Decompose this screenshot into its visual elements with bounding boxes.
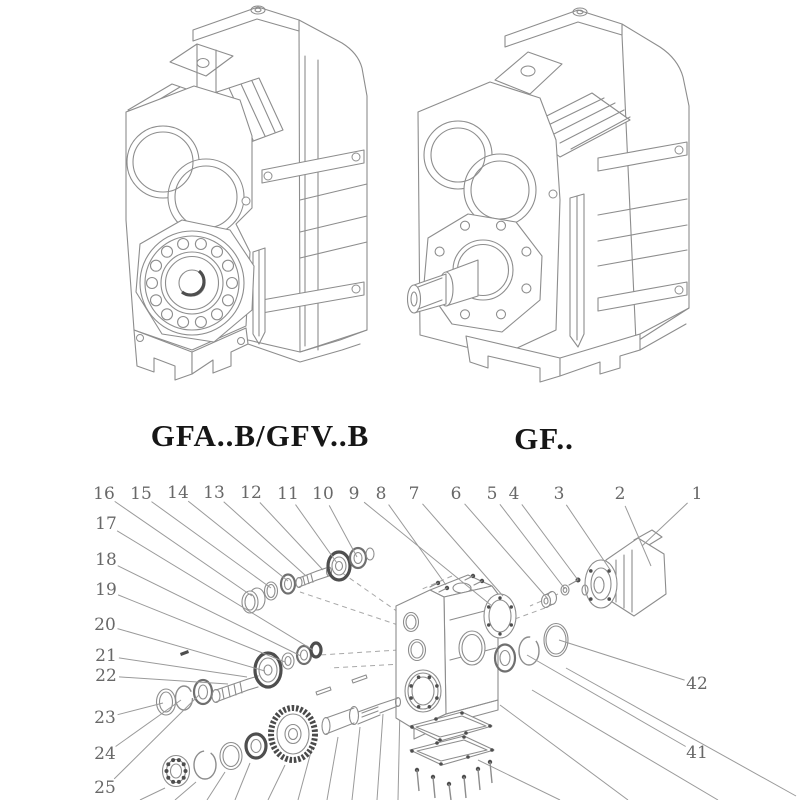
leader-line-22 (119, 677, 228, 684)
ball-bearing-balls (165, 758, 188, 784)
leader-line-12 (260, 503, 323, 571)
shaft-key (352, 675, 367, 683)
leader-line-18 (118, 566, 301, 656)
part-number-1: 1 (691, 484, 703, 504)
leader-line-14 (188, 501, 288, 581)
leader-line-11 (296, 505, 338, 563)
cover-bolts (415, 760, 492, 800)
leader-line-5 (500, 504, 565, 589)
model-label-right: GF.. (514, 421, 574, 456)
part-number-16: 16 (93, 484, 115, 504)
motor-fasteners (542, 578, 581, 608)
shaft-key (316, 687, 331, 695)
model-label-left: GFA..B/GFV..B (150, 418, 370, 453)
key (180, 650, 189, 656)
adapter-flange-ring (484, 594, 516, 638)
leader-line-1 (642, 503, 688, 546)
leader-line-15 (152, 502, 272, 588)
exploded-gasket-and-bolts (410, 711, 494, 800)
leader-line-25 (114, 695, 199, 779)
part-number-23: 23 (94, 708, 116, 728)
part-number-20: 20 (94, 615, 116, 635)
part-number-10: 10 (312, 484, 334, 504)
part-number-13: 13 (203, 483, 225, 503)
leader-line-23 (118, 703, 163, 715)
part-number-5: 5 (486, 484, 498, 504)
part-number-21: 21 (95, 646, 117, 666)
part-number-7: 7 (408, 484, 420, 504)
part-number-42: 42 (686, 674, 708, 694)
part-number-12: 12 (240, 483, 262, 503)
part-number-24: 24 (94, 744, 116, 764)
part-number-3: 3 (553, 484, 565, 504)
exploded-input-shaft-parts (242, 548, 374, 613)
part-number-22: 22 (95, 666, 117, 686)
part-number-8: 8 (375, 484, 387, 504)
exploded-housing (396, 575, 498, 739)
part-number-25: 25 (94, 778, 116, 798)
part-number-19: 19 (95, 580, 117, 600)
leader-line-16 (115, 501, 252, 596)
gearbox-drawing-right (408, 8, 690, 382)
part-number-15: 15 (130, 484, 152, 504)
exploded-motor (582, 530, 666, 616)
leader-line-3 (566, 505, 611, 571)
part-number-4: 4 (508, 484, 520, 504)
leader-line-20 (118, 629, 266, 671)
part-number-6: 6 (450, 484, 462, 504)
part-number-14: 14 (167, 483, 189, 503)
part-number-41: 41 (686, 743, 708, 763)
gearbox-drawing-left (126, 6, 367, 380)
part-number-11: 11 (277, 484, 299, 504)
part-number-18: 18 (95, 550, 117, 570)
leader-line-8 (389, 505, 446, 585)
part-number-2: 2 (614, 484, 626, 504)
part-number-17: 17 (95, 514, 117, 534)
part-number-9: 9 (348, 484, 360, 504)
leader-line-10 (329, 505, 357, 557)
